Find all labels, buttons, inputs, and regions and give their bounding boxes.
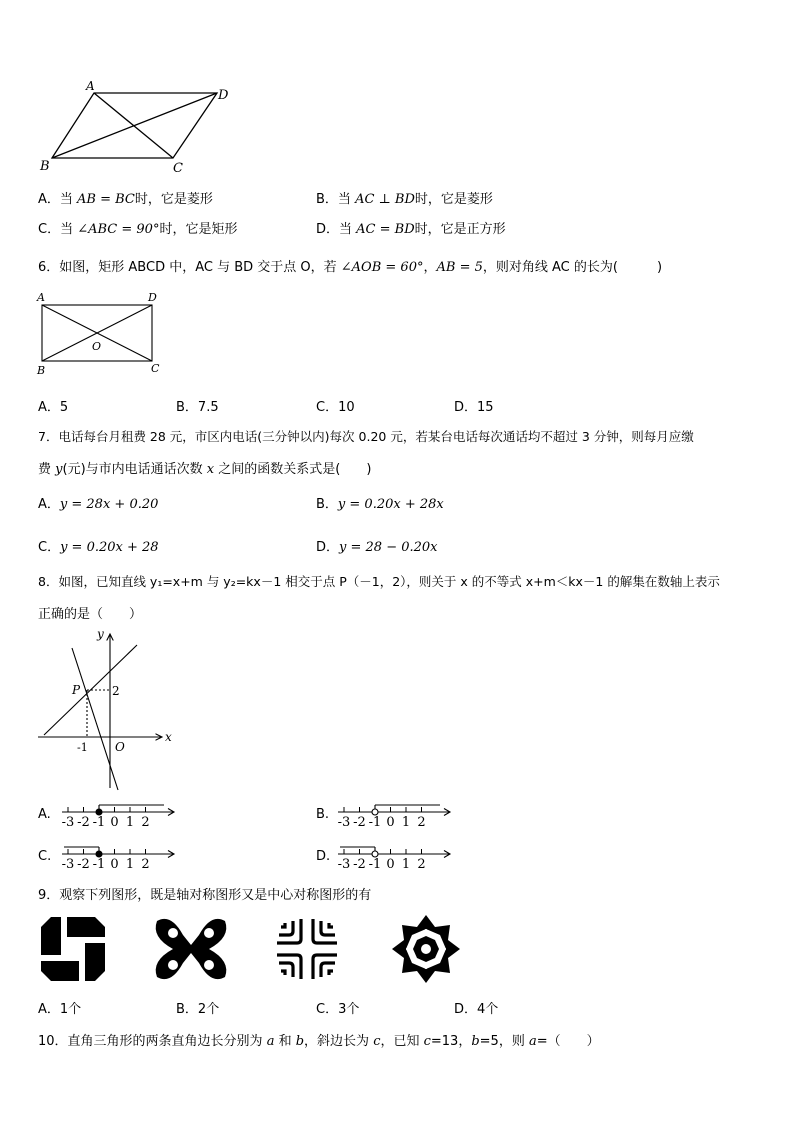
q8-option-d-tick-label: 0 — [386, 857, 395, 872]
q5-option-d-letter: D．当 — [316, 222, 357, 237]
q8-option-a-tick-label: 1 — [125, 815, 135, 830]
q7-stem-end: 之间的函数关系式是( ) — [214, 462, 372, 477]
q6-option-d[interactable]: D．15 — [454, 400, 494, 415]
x-axis-label: x — [165, 730, 172, 744]
center-label-o: O — [92, 340, 102, 353]
q8-option-d-tick-label: 2 — [417, 857, 426, 872]
q5-option-b-expr: AC ⊥ BD — [355, 192, 415, 207]
q6-stem-ab: AB = 5 — [436, 260, 483, 275]
q5-option-b-letter: B．当 — [316, 192, 356, 207]
q8-option-b-tick-label: 1 — [401, 815, 411, 830]
q8-option-b-tick-label: 0 — [386, 815, 395, 830]
q6-stem-part3: ，则对角线 AC 的长为( ) — [482, 260, 663, 275]
vertex-label-c: C — [151, 362, 160, 375]
q7-stem-line1: 7．电话每台月租费 28 元，市区内电话(三分钟以内)每次 0.20 元，若某台电话每次通话均不超过 3 分钟，则每月应缴 — [38, 429, 694, 444]
q10-var-b2: b — [471, 1034, 480, 1049]
q8-option-a-tick-label: 2 — [141, 815, 150, 830]
q6-option-a[interactable]: A．5 — [38, 400, 69, 415]
q8-option-c-tick-label: -1 — [92, 857, 106, 872]
origin-label-o: O — [115, 740, 125, 754]
q8-option-b-tick-label: -3 — [337, 815, 351, 830]
q8-option-a-letter[interactable]: A. — [38, 807, 51, 822]
q10-stem — [38, 1030, 600, 1049]
q5-option-a-tail: 时，它是菱形 — [134, 192, 213, 207]
q5-option-a-expr: AB = BC — [77, 192, 135, 207]
q7-stem-fee: 费 — [38, 462, 56, 477]
q10-var-a: a — [266, 1034, 275, 1049]
q8-option-c-tick-label: 2 — [141, 857, 150, 872]
q9-option-d[interactable]: D．4个 — [454, 1002, 499, 1017]
q6-stem-part2: ， — [423, 260, 437, 275]
q8-option-d-tick-label: -2 — [353, 857, 366, 872]
q7-option-c-expr: y = 0.20x + 28 — [60, 540, 159, 555]
figure-1-pinwheel-icon — [41, 917, 105, 981]
figure-3-cross-icon — [277, 919, 337, 979]
q6-stem-part1: 6．如图，矩形 ABCD 中，AC 与 BD 交于点 O，若 — [38, 260, 341, 275]
q8-option-c-tick-label: 0 — [110, 857, 119, 872]
q7-option-a-expr: y = 28x + 0.20 — [59, 497, 159, 512]
q6-option-b[interactable]: B．7.5 — [176, 400, 219, 415]
q9-option-a[interactable]: A．1个 — [38, 1002, 82, 1017]
q8-stem-line1: 8．如图，已知直线 y₁=x+m 与 y₂=kx－1 相交于点 P（－1，2），则关于 x 的不等式 x+m＜kx－1 的解集在数轴上表示 — [38, 574, 720, 589]
q8-option-a-tick-label: -1 — [92, 815, 106, 830]
q9-option-b[interactable]: B．2个 — [176, 1002, 220, 1017]
q10-var-c: c — [373, 1034, 381, 1049]
q5-option-d-tail: 时，它是正方形 — [414, 222, 506, 237]
q7-var-y: y — [55, 462, 63, 477]
q10-stem-part5: =13， — [430, 1034, 472, 1049]
q8-option-a-tick-label: 0 — [110, 815, 119, 830]
vertex-label-b: B — [37, 364, 46, 377]
q10-stem-part1: 10．直角三角形的两条直角边长分别为 — [38, 1034, 267, 1049]
q7-var-x: x — [206, 462, 215, 477]
tick-label-neg1: -1 — [77, 741, 88, 754]
q10-stem-part3: ，斜边长为 — [304, 1034, 374, 1049]
q5-option-d-expr: AC = BD — [356, 222, 415, 237]
q9-option-c[interactable]: C．3个 — [316, 1002, 360, 1017]
q8-option-a-tick-label: -2 — [77, 815, 90, 830]
q10-var-a2: a — [528, 1034, 537, 1049]
vertex-label-b: B — [40, 159, 50, 174]
q8-option-d-tick-label: -3 — [337, 857, 351, 872]
q7-option-d-expr: y = 28 − 0.20x — [339, 540, 438, 555]
q6-stem-angle: ∠AOB = 60° — [340, 260, 424, 275]
q9-stem: 9．观察下列图形，既是轴对称图形又是中心对称图形的有 — [38, 888, 372, 903]
q8-option-b-tick-label: 2 — [417, 815, 426, 830]
q10-stem-part4: ，已知 — [380, 1034, 424, 1049]
q5-option-a-letter: A．当 — [38, 192, 78, 207]
q8-option-c-letter[interactable]: C. — [38, 849, 52, 864]
q8-option-b-letter[interactable]: B. — [316, 807, 330, 822]
q7-option-c-letter: C． — [38, 540, 61, 555]
vertex-label-d: D — [148, 291, 157, 304]
q8-option-d-letter[interactable]: D. — [316, 849, 331, 864]
q7-stem-mid: (元)与市内电话通话次数 — [62, 462, 207, 477]
q8-option-d-tick-label: -1 — [368, 857, 382, 872]
q7-option-b-letter: B． — [316, 497, 338, 512]
q8-option-b-tick-label: -1 — [368, 815, 382, 830]
q8-option-b-tick-label: -2 — [353, 815, 366, 830]
vertex-label-d: D — [218, 88, 229, 103]
vertex-label-a: A — [37, 291, 45, 304]
q8-option-a-tick-label: -3 — [61, 815, 75, 830]
q10-stem-part6: =5，则 — [479, 1034, 529, 1049]
q8-stem-line2: 正确的是（ ） — [38, 607, 143, 622]
figure-4-star-icon — [392, 915, 460, 983]
vertex-label-a: A — [86, 79, 95, 93]
q8-option-c-tick-label: -3 — [61, 857, 75, 872]
q10-var-c2: c — [423, 1034, 431, 1049]
q8-option-c-tick-label: -2 — [77, 857, 90, 872]
q8-option-d-tick-label: 1 — [401, 857, 411, 872]
tick-label-2: 2 — [112, 684, 120, 698]
q6-option-c[interactable]: C．10 — [316, 400, 355, 415]
y-axis-label: y — [97, 627, 104, 641]
q5-option-b-tail: 时，它是菱形 — [414, 192, 493, 207]
q8-option-c-tick-label: 1 — [125, 857, 135, 872]
q5-option-c-tail: 时，它是矩形 — [159, 222, 238, 237]
point-label-p: P — [72, 683, 81, 697]
figure-2-x-knot-icon — [156, 919, 227, 979]
q5-option-c-letter: C．当 — [38, 222, 78, 237]
q10-stem-part2: 和 — [274, 1034, 296, 1049]
q7-option-d-letter: D． — [316, 540, 340, 555]
q5-option-c-expr: ∠ABC = 90° — [77, 222, 160, 237]
vertex-label-c: C — [173, 161, 183, 176]
q10-stem-part7: =（ ） — [536, 1034, 600, 1049]
q7-option-b-expr: y = 0.20x + 28x — [337, 497, 444, 512]
q10-var-b: b — [295, 1034, 305, 1049]
q7-option-a-letter: A． — [38, 497, 60, 512]
